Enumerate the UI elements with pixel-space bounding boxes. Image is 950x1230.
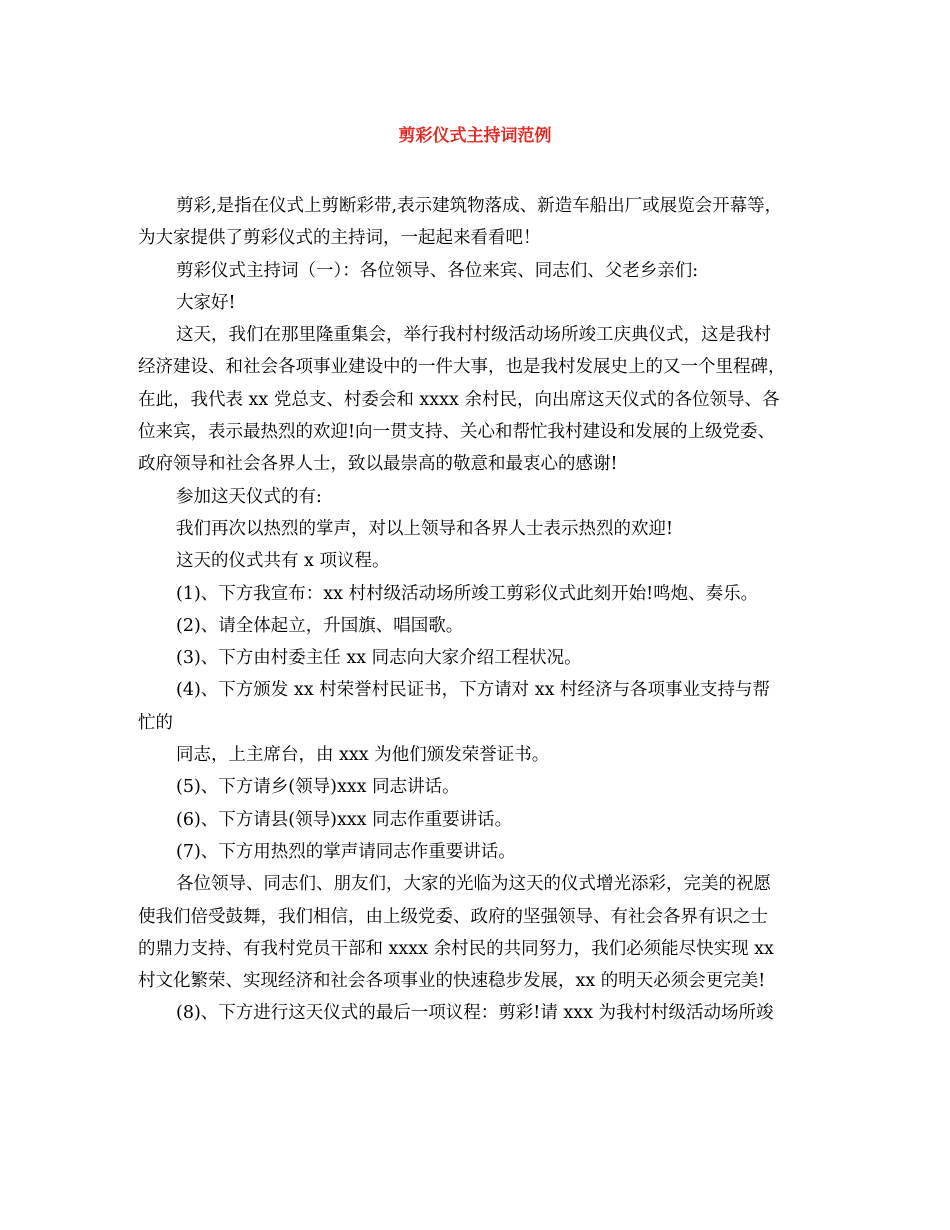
paragraph-line: 为大家提供了剪彩仪式的主持词，一起起来看看吧！ <box>138 228 541 249</box>
document-title: 剪彩仪式主持词范例 <box>398 126 552 146</box>
paragraph-line: 参加这天仪式的有: <box>176 486 322 507</box>
agenda-item: (3)、下方由村委主任 xx 同志向大家介绍工程状况。 <box>176 648 582 669</box>
agenda-item: (6)、下方请县(领导)xxx 同志作重要讲话。 <box>176 809 513 830</box>
document-body <box>138 190 828 1030</box>
agenda-item: (2)、请全体起立，升国旗、唱国歌。 <box>176 615 464 636</box>
agenda-item: (7)、下方用热烈的掌声请同志作重要讲话。 <box>176 841 516 862</box>
paragraph-line: 忙的 <box>138 712 173 733</box>
agenda-item: (4)、下方颁发 xx 村荣誉村民证书，下方请对 xx 村经济与各项事业支持与帮 <box>176 680 771 701</box>
paragraph-line: 的鼎力支持、有我村党员干部和 xxxx 余村民的共同努力，我们必须能尽快实现 xx <box>138 938 774 959</box>
paragraph-line: 政府领导和社会各界人士，致以最崇高的敬意和最衷心的感谢! <box>138 454 618 475</box>
agenda-item: (5)、下方请乡(领导)xxx 同志讲话。 <box>176 777 460 798</box>
paragraph-line: 位来宾，表示最热烈的欢迎!向一贯支持、关心和帮忙我村建设和发展的上级党委、 <box>138 422 776 443</box>
paragraph-line: 同志，上主席台，由 xxx 为他们颁发荣誉证书。 <box>176 745 550 766</box>
paragraph-line: 村文化繁荣、实现经济和社会各项事业的快速稳步发展，xx 的明天必须会更完美! <box>138 971 766 992</box>
paragraph-line: 我们再次以热烈的掌声，对以上领导和各界人士表示热烈的欢迎! <box>176 518 674 539</box>
paragraph-line: 剪彩仪式主持词（一）：各位领导、各位来宾、同志们、父老乡亲们: <box>176 260 699 281</box>
paragraph-line: 经济建设、和社会各项事业建设中的一件大事，也是我村发展史上的又一个里程碑， <box>138 357 786 378</box>
paragraph-line: 这天，我们在那里隆重集会，举行我村村级活动场所竣工庆典仪式，这是我村 <box>176 325 771 346</box>
paragraph-line: 在此，我代表 xx 党总支、村委会和 xxxx 余村民，向出席这天仪式的各位领导、各 <box>138 389 780 410</box>
paragraph-line: 剪彩,是指在仪式上剪断彩带,表示建筑物落成、新造车船出厂或展览会开幕等， <box>176 196 783 216</box>
paragraph-line: 大家好! <box>176 292 236 313</box>
agenda-item: (1)、下方我宣布：xx 村村级活动场所竣工剪彩仪式此刻开始!鸣炮、奏乐。 <box>176 583 759 604</box>
paragraph-line: 这天的仪式共有 x 项议程。 <box>176 551 390 572</box>
agenda-item: (8)、下方进行这天仪式的最后一项议程：剪彩!请 xxx 为我村村级活动场所竣 <box>176 1003 774 1024</box>
paragraph-line: 使我们倍受鼓舞，我们相信，由上级党委、政府的坚强领导、有社会各界有识之士 <box>138 906 768 927</box>
paragraph-line: 各位领导、同志们、朋友们，大家的光临为这天的仪式增光添彩，完美的祝愿 <box>176 874 771 895</box>
